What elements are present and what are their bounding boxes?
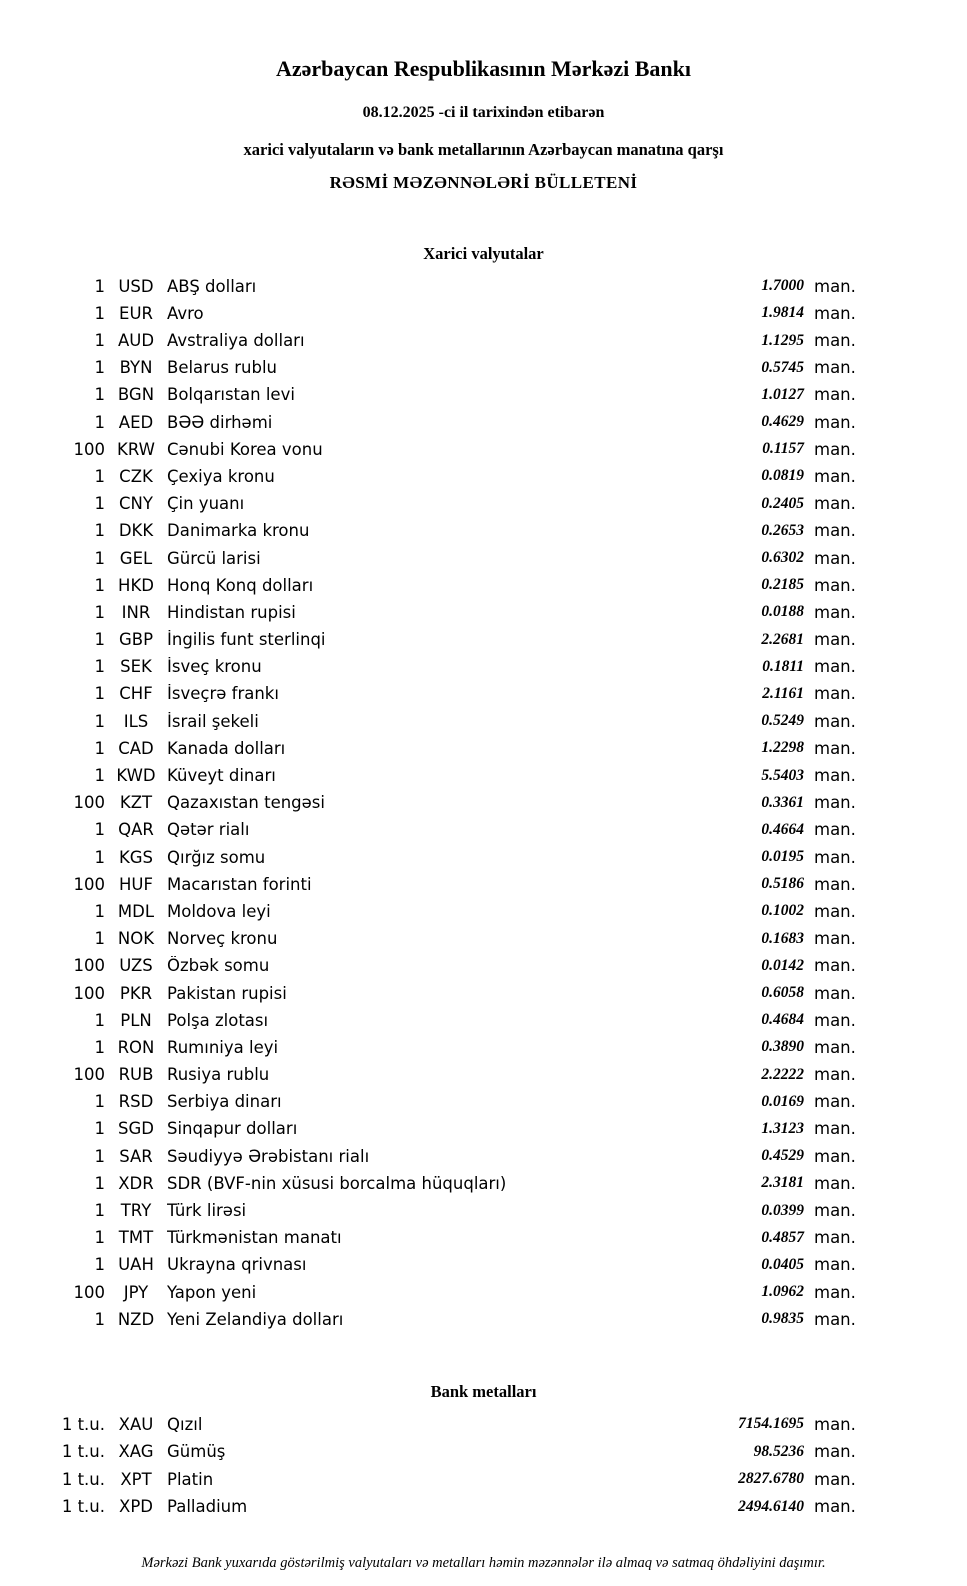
- quantity-cell: 100: [73, 874, 105, 894]
- currency-code-cell: NOK: [117, 929, 155, 949]
- unit-cell: man.: [814, 1414, 856, 1434]
- currency-row: [35, 327, 866, 354]
- rate-cell: 2.2222: [761, 1065, 804, 1083]
- unit-cell: man.: [814, 575, 856, 595]
- currency-code-cell: KZT: [119, 793, 153, 813]
- quantity-cell: 1: [94, 766, 105, 786]
- unit-cell: man.: [814, 657, 856, 677]
- currency-code-cell: MDL: [117, 901, 155, 921]
- quantity-cell: 1: [94, 276, 105, 296]
- currency-code-cell: TRY: [120, 1201, 152, 1221]
- bulletin-header: [0, 56, 967, 194]
- currency-name-cell: Rumıniya leyi: [167, 1037, 279, 1057]
- currency-row: [35, 1224, 866, 1251]
- unit-cell: man.: [814, 412, 856, 432]
- currency-name-cell: Türkmənistan manatı: [167, 1228, 342, 1248]
- currency-row: [35, 273, 866, 300]
- unit-cell: man.: [814, 1037, 856, 1057]
- currency-name-cell: Serbiya dinarı: [167, 1092, 282, 1112]
- currency-code-cell: NZD: [117, 1309, 155, 1329]
- metals-section-title: Bank metalları: [430, 1381, 537, 1401]
- quantity-cell: 1: [94, 1173, 105, 1193]
- rate-cell: 0.5186: [761, 875, 804, 893]
- currency-name-cell: Hindistan rupisi: [167, 602, 296, 622]
- unit-cell: man.: [814, 1201, 856, 1221]
- unit-cell: man.: [814, 466, 856, 486]
- metals-table: [0, 1411, 967, 1521]
- currency-row: [35, 626, 866, 653]
- metal-code-cell: XAG: [118, 1442, 154, 1462]
- unit-cell: man.: [814, 983, 856, 1003]
- currency-row: [35, 354, 866, 381]
- currency-row: [35, 1170, 866, 1197]
- rate-cell: 0.9835: [761, 1310, 804, 1328]
- unit-cell: man.: [814, 1255, 856, 1275]
- currency-name-cell: Qazaxıstan tengəsi: [167, 793, 325, 813]
- rate-cell: 2494.6140: [738, 1497, 804, 1515]
- quantity-cell: 1: [94, 738, 105, 758]
- currency-row: [35, 463, 866, 490]
- metal-name-cell: Qızıl: [167, 1414, 203, 1434]
- currency-code-cell: DKK: [118, 521, 154, 541]
- currency-name-cell: Çin yuanı: [167, 494, 245, 514]
- rate-cell: 0.1683: [761, 929, 804, 947]
- unit-cell: man.: [814, 1309, 856, 1329]
- rate-cell: 0.0169: [761, 1092, 804, 1110]
- currency-row: [35, 1007, 866, 1034]
- rate-cell: 2827.6780: [738, 1470, 804, 1488]
- rate-cell: 0.0142: [761, 956, 804, 974]
- currency-name-cell: BƏƏ dirhəmi: [167, 412, 273, 432]
- currency-name-cell: SDR (BVF-nin xüsusi borcalma hüquqları): [167, 1173, 507, 1193]
- currency-row: [35, 409, 866, 436]
- unit-cell: man.: [814, 548, 856, 568]
- rate-cell: 0.0188: [761, 603, 804, 621]
- unit-cell: man.: [814, 1228, 856, 1248]
- unit-cell: man.: [814, 276, 856, 296]
- quantity-cell: 1 t.u.: [61, 1414, 105, 1434]
- currency-code-cell: SAR: [119, 1146, 153, 1166]
- unit-cell: man.: [814, 1469, 856, 1489]
- currency-row: [35, 979, 866, 1006]
- unit-cell: man.: [814, 1146, 856, 1166]
- currency-row: [35, 1251, 866, 1278]
- rate-cell: 0.0195: [761, 848, 804, 866]
- currency-name-cell: Belarus rublu: [167, 358, 278, 378]
- currency-row: [35, 1197, 866, 1224]
- unit-cell: man.: [814, 1497, 856, 1517]
- currency-name-cell: Gürcü larisi: [167, 548, 261, 568]
- currency-name-cell: Yapon yeni: [167, 1282, 257, 1302]
- currency-row: [35, 1088, 866, 1115]
- unit-cell: man.: [814, 1282, 856, 1302]
- rate-cell: 0.4684: [761, 1011, 804, 1029]
- rate-cell: 0.4664: [761, 820, 804, 838]
- effective-date-line: 08.12.2025 -ci il tarixindən etibarən: [362, 104, 605, 122]
- quantity-cell: 1: [94, 358, 105, 378]
- currency-code-cell: UAH: [118, 1255, 154, 1275]
- quantity-cell: 1: [94, 684, 105, 704]
- rate-cell: 0.2185: [761, 576, 804, 594]
- rate-cell: 0.4529: [761, 1147, 804, 1165]
- quantity-cell: 1: [94, 1255, 105, 1275]
- currency-code-cell: SGD: [118, 1119, 154, 1139]
- currency-code-cell: EUR: [119, 303, 153, 323]
- currency-row: [35, 517, 866, 544]
- currency-name-cell: İsrail şekeli: [167, 711, 259, 731]
- metal-row: [35, 1493, 866, 1521]
- rate-cell: 1.1295: [761, 331, 804, 349]
- currency-code-cell: RON: [117, 1037, 155, 1057]
- unit-cell: man.: [814, 956, 856, 976]
- rate-cell: 0.0405: [761, 1255, 804, 1273]
- metal-name-cell: Platin: [167, 1469, 214, 1489]
- quantity-cell: 1: [94, 820, 105, 840]
- currency-row: [35, 708, 866, 735]
- currency-row: [35, 898, 866, 925]
- currency-row: [35, 925, 866, 952]
- currency-code-cell: BGN: [117, 385, 155, 405]
- metal-row: [35, 1466, 866, 1494]
- quantity-cell: 1: [94, 847, 105, 867]
- currency-name-cell: Bolqarıstan levi: [167, 385, 295, 405]
- rate-cell: 0.2653: [761, 521, 804, 539]
- currency-row: [35, 871, 866, 898]
- quantity-cell: 1: [94, 412, 105, 432]
- quantity-cell: 1 t.u.: [61, 1442, 105, 1462]
- currency-name-cell: Polşa zlotası: [167, 1010, 269, 1030]
- quantity-cell: 1: [94, 1146, 105, 1166]
- currency-name-cell: Yeni Zelandiya dolları: [167, 1309, 344, 1329]
- currency-code-cell: XDR: [118, 1173, 154, 1193]
- currency-name-cell: Sinqapur dolları: [167, 1119, 298, 1139]
- unit-cell: man.: [814, 358, 856, 378]
- currency-code-cell: CAD: [118, 738, 154, 758]
- quantity-cell: 100: [73, 439, 105, 459]
- unit-cell: man.: [814, 385, 856, 405]
- currency-name-cell: Ukrayna qrivnası: [167, 1255, 307, 1275]
- currency-row: [35, 735, 866, 762]
- currency-row: [35, 572, 866, 599]
- currency-name-cell: Türk lirəsi: [167, 1201, 247, 1221]
- rate-cell: 0.4629: [761, 413, 804, 431]
- unit-cell: man.: [814, 602, 856, 622]
- rate-cell: 2.3181: [761, 1174, 804, 1192]
- currency-name-cell: Özbək somu: [167, 956, 270, 976]
- currency-code-cell: RUB: [118, 1065, 154, 1085]
- currency-row: [35, 653, 866, 680]
- quantity-cell: 1: [94, 1228, 105, 1248]
- rate-cell: 2.2681: [761, 630, 804, 648]
- currency-code-cell: QAR: [118, 820, 154, 840]
- currency-row: [35, 544, 866, 571]
- quantity-cell: 1: [94, 494, 105, 514]
- quantity-cell: 1: [94, 602, 105, 622]
- rate-cell: 1.2298: [761, 739, 804, 757]
- disclaimer-footer: Mərkəzi Bank yuxarıda göstərilmiş valyutaları və metalları həmin məzənnələr ilə almaq və satmaq öhdəliyini daşımır.: [141, 1555, 826, 1571]
- currency-name-cell: İngilis funt sterlinqi: [167, 630, 326, 650]
- unit-cell: man.: [814, 521, 856, 541]
- quantity-cell: 1: [94, 1010, 105, 1030]
- currency-code-cell: JPY: [123, 1282, 149, 1302]
- unit-cell: man.: [814, 1010, 856, 1030]
- currency-name-cell: Avstraliya dolları: [167, 331, 305, 351]
- unit-cell: man.: [814, 1442, 856, 1462]
- rate-cell: 0.2405: [761, 494, 804, 512]
- quantity-cell: 1 t.u.: [61, 1469, 105, 1489]
- rate-cell: 0.1811: [762, 657, 804, 675]
- currency-code-cell: GBP: [118, 630, 154, 650]
- currencies-table: [0, 273, 967, 1333]
- currency-row: [35, 1306, 866, 1333]
- unit-cell: man.: [814, 494, 856, 514]
- quantity-cell: 1: [94, 711, 105, 731]
- currency-name-cell: Kanada dolları: [167, 738, 286, 758]
- currency-code-cell: GEL: [119, 548, 153, 568]
- currencies-section: [0, 244, 967, 1333]
- unit-cell: man.: [814, 630, 856, 650]
- currency-row: [35, 789, 866, 816]
- currency-code-cell: CNY: [119, 494, 153, 514]
- unit-cell: man.: [814, 303, 856, 323]
- unit-cell: man.: [814, 439, 856, 459]
- currency-row: [35, 1143, 866, 1170]
- currency-code-cell: SEK: [120, 657, 152, 677]
- unit-cell: man.: [814, 331, 856, 351]
- currency-code-cell: CHF: [119, 684, 153, 704]
- rate-cell: 0.3890: [761, 1038, 804, 1056]
- currency-name-cell: Macarıstan forinti: [167, 874, 312, 894]
- currency-code-cell: UZS: [119, 956, 153, 976]
- unit-cell: man.: [814, 1092, 856, 1112]
- unit-cell: man.: [814, 766, 856, 786]
- currency-name-cell: ABŞ dolları: [167, 276, 257, 296]
- currency-name-cell: Qırğız somu: [167, 847, 266, 867]
- rate-cell: 1.9814: [761, 304, 804, 322]
- currency-name-cell: Honq Konq dolları: [167, 575, 314, 595]
- unit-cell: man.: [814, 929, 856, 949]
- metal-row: [35, 1438, 866, 1466]
- currency-name-cell: İsveçrə frankı: [167, 684, 279, 704]
- currency-name-cell: Moldova leyi: [167, 901, 271, 921]
- currency-name-cell: Danimarka kronu: [167, 521, 310, 541]
- quantity-cell: 1: [94, 929, 105, 949]
- currency-row: [35, 762, 866, 789]
- currency-code-cell: RSD: [118, 1092, 154, 1112]
- currency-name-cell: İsveç kronu: [167, 657, 262, 677]
- currency-name-cell: Küveyt dinarı: [167, 766, 276, 786]
- currency-name-cell: Səudiyyə Ərəbistanı rialı: [167, 1146, 370, 1166]
- quantity-cell: 1: [94, 575, 105, 595]
- unit-cell: man.: [814, 874, 856, 894]
- unit-cell: man.: [814, 1119, 856, 1139]
- currency-name-cell: Rusiya rublu: [167, 1065, 270, 1085]
- metal-name-cell: Gümüş: [167, 1442, 226, 1462]
- currency-code-cell: USD: [118, 276, 154, 296]
- unit-cell: man.: [814, 1173, 856, 1193]
- metal-name-cell: Palladium: [167, 1497, 248, 1517]
- rate-cell: 0.1002: [761, 902, 804, 920]
- rate-cell: 98.5236: [753, 1442, 804, 1460]
- currency-code-cell: PKR: [119, 983, 153, 1003]
- currency-name-cell: Çexiya kronu: [167, 466, 275, 486]
- rate-cell: 7154.1695: [738, 1415, 804, 1433]
- quantity-cell: 100: [73, 1065, 105, 1085]
- metal-code-cell: XPD: [119, 1497, 153, 1517]
- currency-code-cell: HUF: [119, 874, 153, 894]
- metals-section: [0, 1382, 967, 1521]
- currency-row: [35, 816, 866, 843]
- rate-cell: 0.0819: [761, 467, 804, 485]
- metal-code-cell: XAU: [118, 1414, 154, 1434]
- currency-row: [35, 680, 866, 707]
- unit-cell: man.: [814, 793, 856, 813]
- quantity-cell: 1: [94, 303, 105, 323]
- currency-code-cell: BYN: [119, 358, 153, 378]
- quantity-cell: 1: [94, 1309, 105, 1329]
- quantity-cell: 1: [94, 1119, 105, 1139]
- currency-code-cell: TMT: [118, 1228, 154, 1248]
- currency-row: [35, 1279, 866, 1306]
- unit-cell: man.: [814, 738, 856, 758]
- currency-code-cell: PLN: [120, 1010, 152, 1030]
- currency-row: [35, 1061, 866, 1088]
- rate-cell: 1.7000: [761, 277, 804, 295]
- rate-cell: 2.1161: [762, 684, 804, 702]
- rate-cell: 0.4857: [761, 1228, 804, 1246]
- quantity-cell: 1: [94, 657, 105, 677]
- quantity-cell: 1: [94, 630, 105, 650]
- currency-name-cell: Avro: [167, 303, 204, 323]
- currency-code-cell: KWD: [116, 766, 156, 786]
- currency-name-cell: Cənubi Korea vonu: [167, 439, 323, 459]
- unit-cell: man.: [814, 901, 856, 921]
- currency-name-cell: Norveç kronu: [167, 929, 278, 949]
- unit-cell: man.: [814, 711, 856, 731]
- currency-row: [35, 844, 866, 871]
- quantity-cell: 1: [94, 901, 105, 921]
- quantity-cell: 1: [94, 521, 105, 541]
- quantity-cell: 1: [94, 1037, 105, 1057]
- currency-name-cell: Pakistan rupisi: [167, 983, 287, 1003]
- quantity-cell: 100: [73, 793, 105, 813]
- rate-cell: 0.6302: [761, 549, 804, 567]
- quantity-cell: 1 t.u.: [61, 1497, 105, 1517]
- rate-cell: 0.1157: [762, 440, 804, 458]
- currency-code-cell: AUD: [117, 331, 155, 351]
- rate-cell: 1.0962: [761, 1283, 804, 1301]
- unit-cell: man.: [814, 820, 856, 840]
- quantity-cell: 1: [94, 331, 105, 351]
- quantity-cell: 1: [94, 466, 105, 486]
- metal-row: [35, 1411, 866, 1439]
- rate-cell: 0.0399: [761, 1201, 804, 1219]
- currency-code-cell: CZK: [119, 466, 153, 486]
- rate-cell: 0.5745: [761, 358, 804, 376]
- quantity-cell: 1: [94, 1201, 105, 1221]
- currency-code-cell: INR: [121, 602, 151, 622]
- rate-cell: 1.3123: [761, 1119, 804, 1137]
- bulletin-subtitle: xarici valyutaların və bank metallarının Azərbaycan manatına qarşı: [243, 139, 724, 159]
- currency-code-cell: HKD: [118, 575, 154, 595]
- currency-row: [35, 1034, 866, 1061]
- currency-code-cell: KRW: [117, 439, 155, 459]
- currency-code-cell: AED: [118, 412, 154, 432]
- currency-code-cell: KGS: [118, 847, 154, 867]
- rate-cell: 0.6058: [761, 984, 804, 1002]
- currency-code-cell: ILS: [123, 711, 149, 731]
- currency-row: [35, 952, 866, 979]
- quantity-cell: 1: [94, 385, 105, 405]
- rate-cell: 0.3361: [761, 793, 804, 811]
- rate-cell: 0.5249: [761, 712, 804, 730]
- quantity-cell: 100: [73, 983, 105, 1003]
- currencies-section-title: Xarici valyutalar: [423, 243, 544, 263]
- rate-cell: 1.0127: [761, 385, 804, 403]
- metal-code-cell: XPT: [120, 1469, 152, 1489]
- currency-row: [35, 381, 866, 408]
- bulletin-title: RƏSMİ MƏZƏNNƏLƏRİ BÜLLETENİ: [329, 173, 638, 193]
- quantity-cell: 1: [94, 548, 105, 568]
- quantity-cell: 100: [73, 956, 105, 976]
- currency-row: [35, 436, 866, 463]
- currency-row: [35, 599, 866, 626]
- unit-cell: man.: [814, 847, 856, 867]
- quantity-cell: 100: [73, 1282, 105, 1302]
- unit-cell: man.: [814, 684, 856, 704]
- currency-row: [35, 300, 866, 327]
- currency-name-cell: Qətər rialı: [167, 820, 250, 840]
- currency-row: [35, 490, 866, 517]
- rate-cell: 5.5403: [761, 766, 804, 784]
- unit-cell: man.: [814, 1065, 856, 1085]
- bank-title: Azərbaycan Respublikasının Mərkəzi Bankı: [276, 56, 691, 81]
- currency-row: [35, 1115, 866, 1142]
- quantity-cell: 1: [94, 1092, 105, 1112]
